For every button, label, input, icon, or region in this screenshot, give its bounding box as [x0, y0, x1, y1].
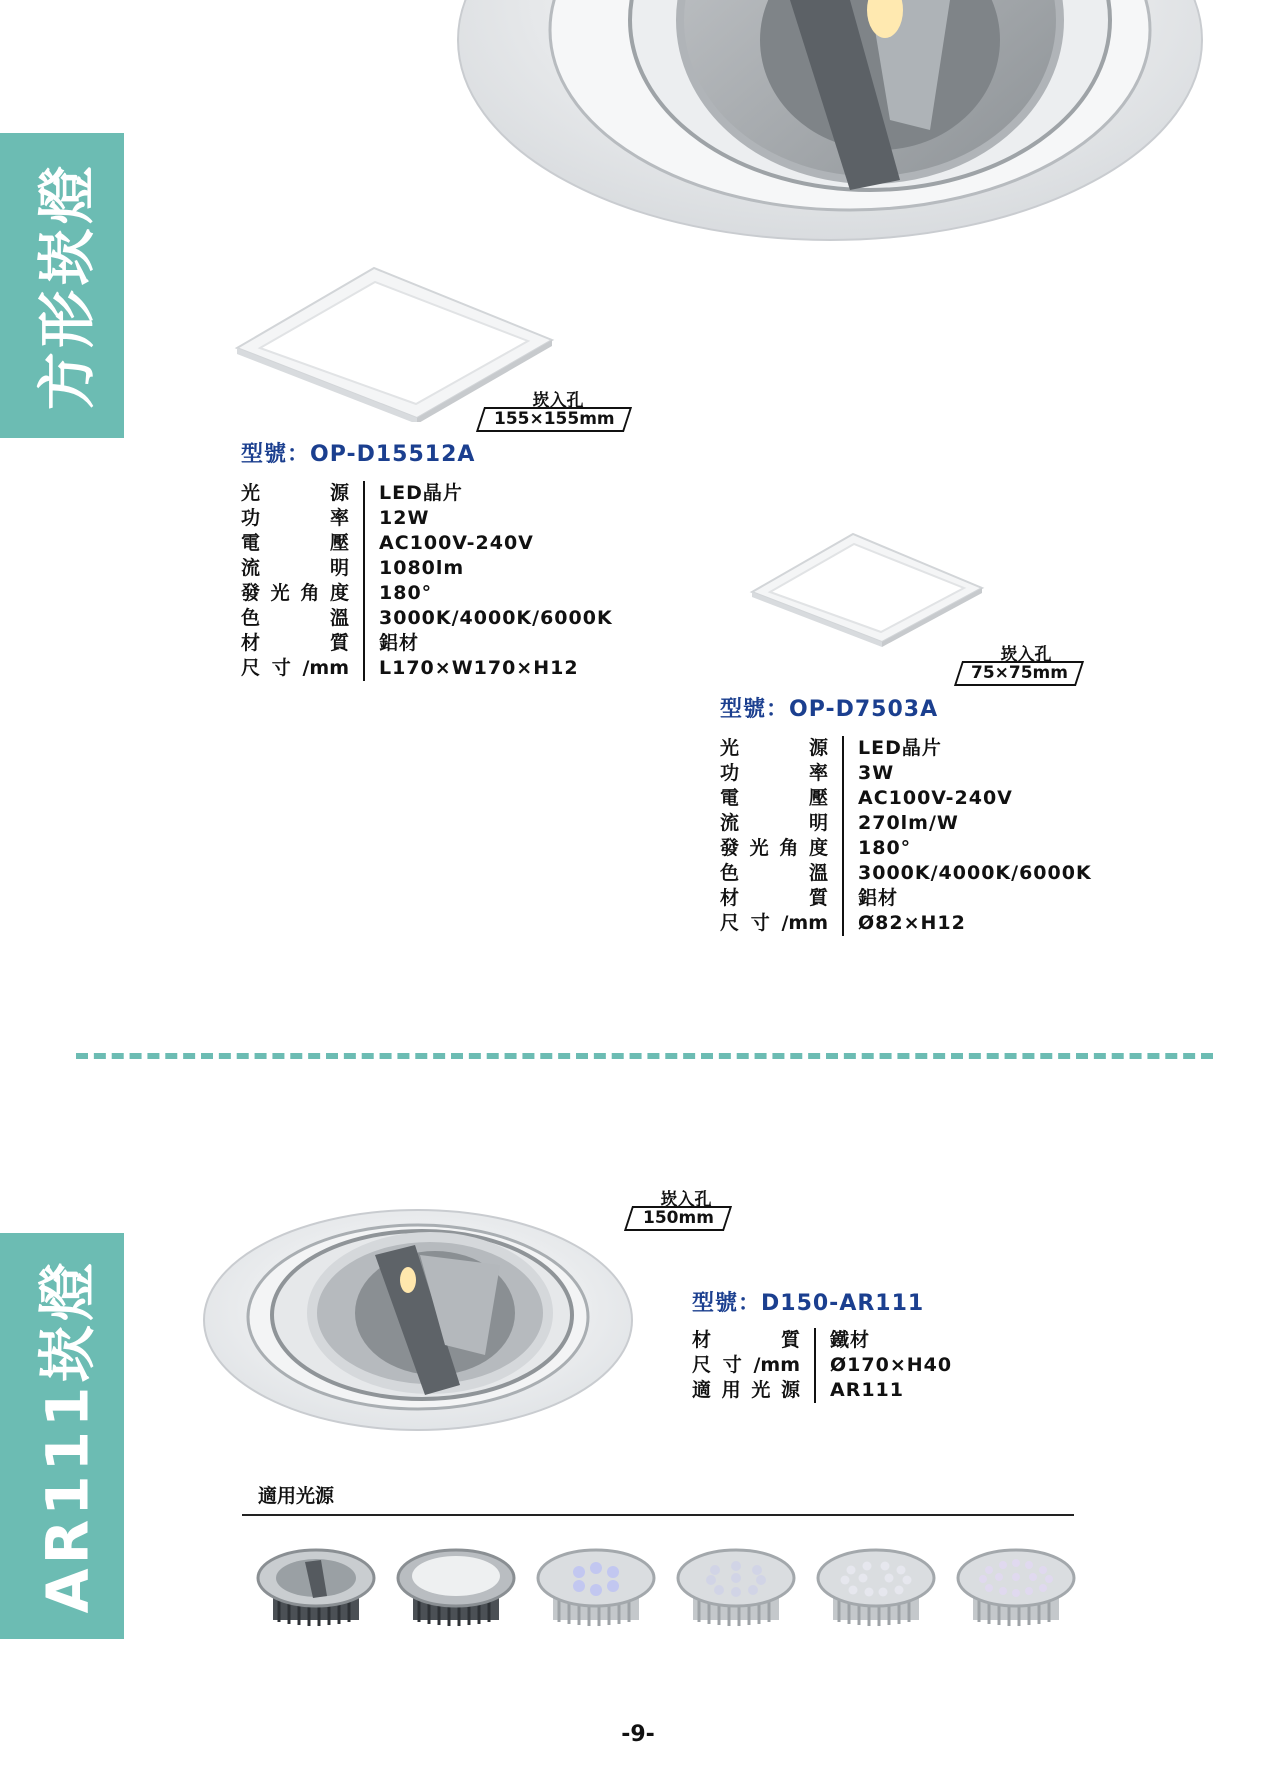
ar111-led-6-bulb-icon — [535, 1540, 657, 1640]
spec-row: 尺寸/mm Ø82×H12 — [720, 912, 966, 934]
cutout-title: 崁入孔 — [660, 1190, 712, 1210]
spec-row: 功率 3W — [720, 762, 895, 784]
ar111-led-9-bulb-icon — [675, 1540, 797, 1640]
spec-row: 光源 LED晶片 — [720, 737, 942, 759]
side-tab-square-downlight — [0, 133, 124, 438]
cutout-size-label-2 — [950, 640, 1090, 690]
light-source-row — [255, 1540, 1075, 1640]
spec-row: 材質 鐵材 — [692, 1329, 871, 1351]
spec-row: 發光角度 180° — [241, 582, 433, 604]
side-tab-ar111-downlight — [0, 1233, 124, 1639]
spec-row: 材質 鋁材 — [241, 632, 420, 654]
spec-divider — [363, 481, 365, 681]
model-title-3: 型號：D150-AR111 — [692, 1291, 925, 1316]
side-tab-label: AR111崁燈 — [33, 1258, 101, 1614]
cutout-title: 崁入孔 — [1000, 645, 1052, 665]
spec-row: 流明 270lm/W — [720, 812, 959, 834]
cutout-size-label-1 — [472, 386, 632, 436]
spec-row: 電壓 AC100V-240V — [241, 532, 534, 554]
spec-row: 適用光源 AR111 — [692, 1379, 904, 1401]
spec-row: 尺寸/mm Ø170×H40 — [692, 1354, 953, 1376]
cutout-title: 崁入孔 — [532, 391, 584, 411]
spec-row: 尺寸/mm L170×W170×H12 — [241, 657, 579, 679]
spec-table-3 — [692, 1328, 952, 1403]
page-number: -9- — [621, 1722, 655, 1747]
spec-table-2 — [720, 736, 1092, 936]
cutout-size: 155×155mm — [476, 407, 632, 432]
ar111-led-15-bulb-icon — [955, 1540, 1077, 1640]
spec-row: 流明 1080lm — [241, 557, 465, 579]
spec-row: 色溫 3000K/4000K/6000K — [720, 862, 1092, 884]
light-source-section-title: 適用光源 — [258, 1485, 335, 1507]
spec-row: 發光角度 180° — [720, 837, 912, 859]
model-title-1: 型號：OP-D15512A — [241, 442, 476, 467]
ar111-reflector-bulb-icon — [255, 1540, 377, 1640]
ar111-gimbal-downlight-image — [200, 1195, 640, 1455]
cutout-size-label-3 — [620, 1185, 740, 1235]
spec-divider — [814, 1328, 816, 1403]
light-source-underline — [242, 1514, 1074, 1516]
section-divider — [76, 1053, 1213, 1059]
ar111-led-12-bulb-icon — [815, 1540, 937, 1640]
spec-row: 電壓 AC100V-240V — [720, 787, 1013, 809]
spec-table-1 — [241, 481, 613, 681]
cutout-size: 150mm — [624, 1206, 732, 1231]
spec-row: 材質 鋁材 — [720, 887, 899, 909]
spec-divider — [842, 736, 844, 936]
square-panel-image-small — [748, 530, 988, 650]
cutout-size: 75×75mm — [954, 661, 1084, 686]
spec-row: 色溫 3000K/4000K/6000K — [241, 607, 613, 629]
ar111-frosted-bulb-icon — [395, 1540, 517, 1640]
spec-row: 功率 12W — [241, 507, 430, 529]
side-tab-label: 方形崁燈 — [33, 161, 102, 410]
spec-row: 光源 LED晶片 — [241, 482, 463, 504]
model-title-2: 型號：OP-D7503A — [720, 697, 939, 722]
